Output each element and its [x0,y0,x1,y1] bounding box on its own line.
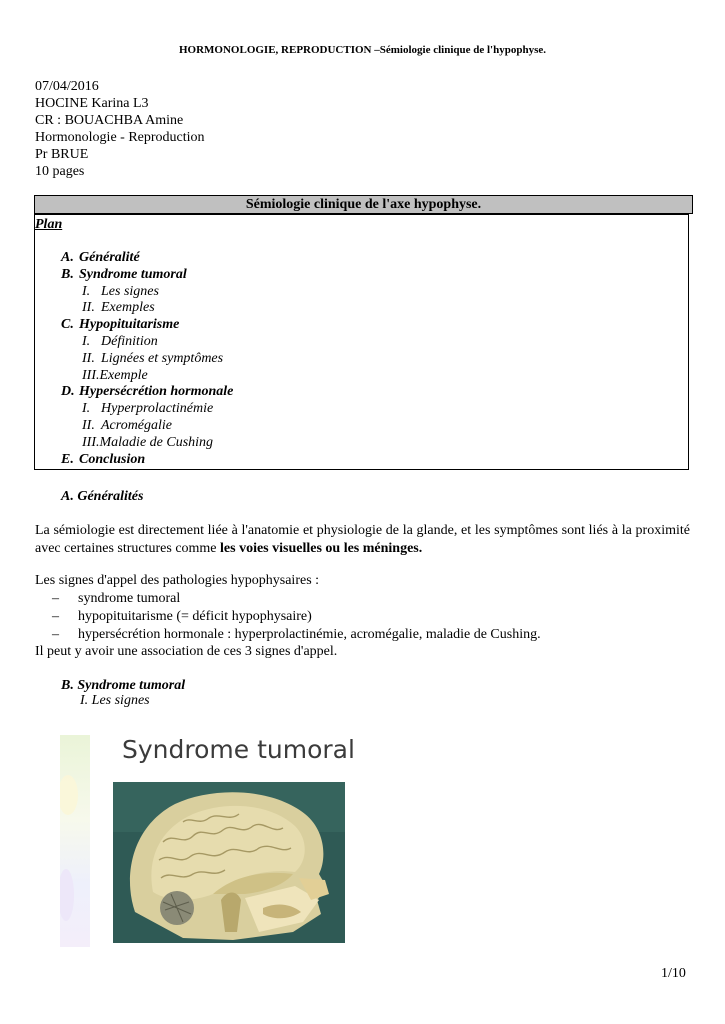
toc-item-d: D. Hypersécrétion hormonale [61,384,234,400]
list-item: – hypersécrétion hormonale : hyperprolactinémie, acromégalie, maladie de Cushing. [52,627,541,642]
slide-title: Syndrome tumoral [122,735,355,764]
toc-subitem: II. Acromégalie [82,417,173,433]
meta-professor: Pr BRUE [35,147,89,162]
section-b-heading: B. Syndrome tumoral [61,678,186,693]
toc-item-b: B. Syndrome tumoral [61,266,187,282]
meta-pages: 10 pages [35,164,85,179]
meta-module: Hormonologie - Reproduction [35,130,205,145]
toc-subitem: I. Hyperprolactinémie [82,401,214,417]
section-b-subheading: I. Les signes [80,693,150,708]
toc-subitem: III.Maladie de Cushing [82,434,214,450]
page-header: HORMONOLOGIE, REPRODUCTION –Sémiologie clinique de l'hypophyse. [178,44,546,56]
plan-label: Plan [35,217,63,232]
signs-intro: Les signes d'appel des pathologies hypophysaires : [35,573,320,588]
toc-subitem: II. Exemples [82,300,155,316]
meta-date: 07/04/2016 [35,79,99,94]
toc-subitem: I. Les signes [82,283,159,299]
table-of-contents [35,250,233,468]
document-meta [35,78,205,180]
signs-list [52,590,541,644]
paragraph-intro [35,522,690,558]
paragraph-intro-text: La sémiologie est directement liée à l'anatomie et physiologie de la glande, et les symptômes sont liés à la proximité avec certaines structures comme [35,523,690,556]
list-item: – syndrome tumoral [52,591,181,606]
section-a-heading: A. Généralités [61,489,144,504]
toc-item-c: C. Hypopituitarisme [61,317,180,333]
meta-author: HOCINE Karina L3 [35,96,149,111]
page-number: 1/10 [661,966,686,981]
toc-item-e: E. Conclusion [61,451,146,467]
plan-box-title: Sémiologie clinique de l'axe hypophyse. [34,195,693,214]
toc-subitem: I. Définition [82,333,158,349]
association-text: Il peut y avoir une association de ces 3 signes d'appel. [35,644,338,659]
paragraph-intro-bold: les voies visuelles ou les méninges. [220,541,423,556]
toc-subitem: III.Exemple [82,367,148,383]
meta-corrector: CR : BOUACHBA Amine [35,113,184,128]
toc-item-a: A. Généralité [61,250,140,265]
list-item: – hypopituitarisme (= déficit hypophysaire) [52,609,312,624]
toc-subitem: II. Lignées et symptômes [82,350,224,366]
brain-sagittal-image [113,782,345,943]
